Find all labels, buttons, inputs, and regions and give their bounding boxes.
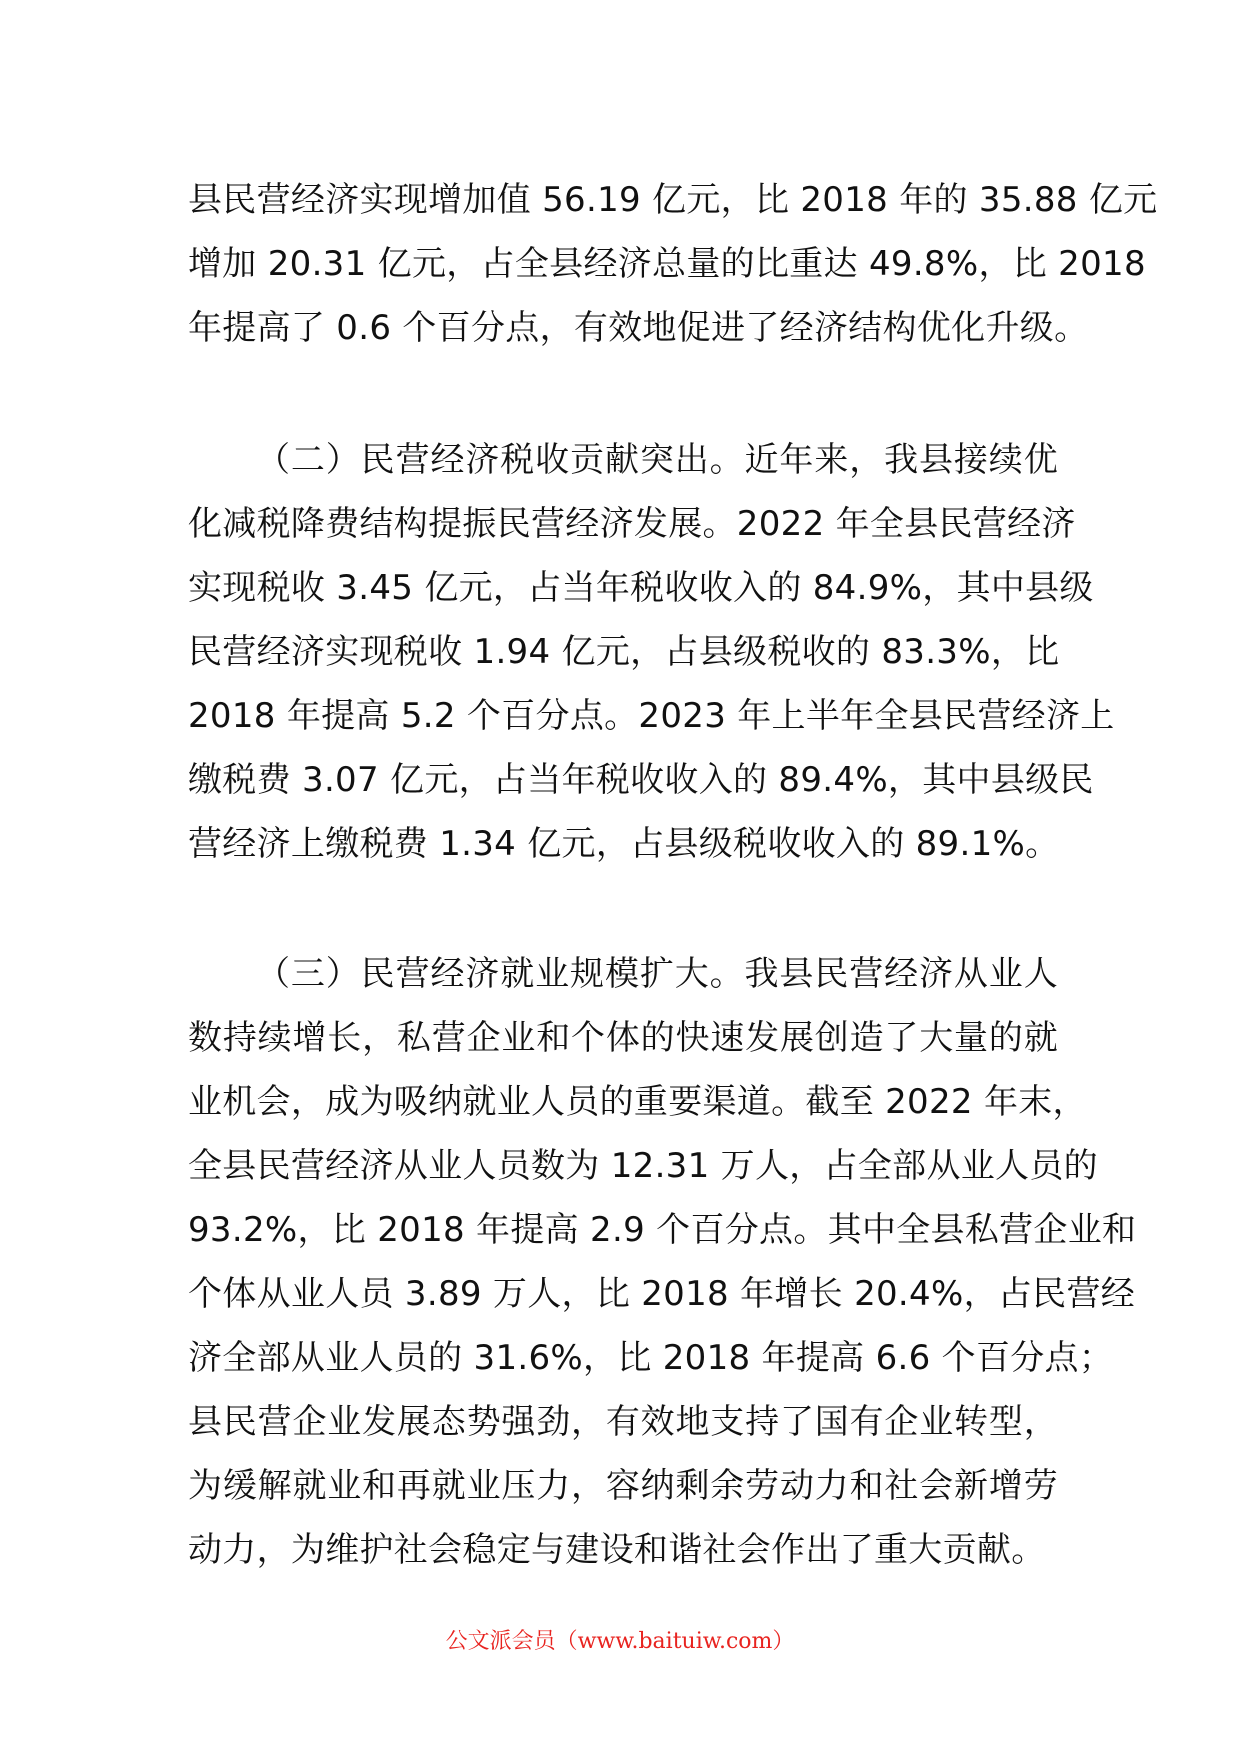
section-heading-line: （二）民营经济税收贡献突出。近年来，我县接续优 (256, 440, 1058, 480)
text-line: 年提高了 0.6 个百分点，有效地促进了经济结构优化升级。 (188, 308, 1089, 348)
paragraph-3-employment (188, 942, 1137, 1582)
section-heading-line: （三）民营经济就业规模扩大。我县民营经济从业人 (256, 954, 1058, 994)
text-line: 动力，为维护社会稳定与建设和谐社会作出了重大贡献。 (188, 1530, 1046, 1570)
text-line: 业机会，成为吸纳就业人员的重要渠道。截至 2022 年末， (188, 1082, 1087, 1122)
text-line: 济全部从业人员的 31.6%，比 2018 年提高 6.6 个百分点； (188, 1338, 1114, 1378)
text-line: 全县民营经济从业人员数为 12.31 万人，占全部从业人员的 (188, 1146, 1098, 1186)
paragraph-1 (188, 168, 1158, 360)
text-line: 93.2%，比 2018 年提高 2.9 个百分点。其中全县私营企业和 (188, 1210, 1137, 1250)
text-line: 增加 20.31 亿元，占全县经济总量的比重达 49.8%，比 2018 (188, 244, 1146, 284)
text-line: 营经济上缴税费 1.34 亿元，占县级税收收入的 89.1%。 (188, 824, 1060, 864)
text-line: 化减税降费结构提振民营经济发展。2022 年全县民营经济 (188, 504, 1076, 544)
paragraph-2-tax-contribution (188, 428, 1115, 876)
text-line: 县民营企业发展态势强劲，有效地支持了国有企业转型， (188, 1402, 1058, 1442)
text-line: 缴税费 3.07 亿元，占当年税收收入的 89.4%，其中县级民 (188, 760, 1094, 800)
text-line: 民营经济实现税收 1.94 亿元，占县级税收的 83.3%，比 (188, 632, 1060, 672)
text-line: 为缓解就业和再就业压力，容纳剩余劳动力和社会新增劳 (188, 1466, 1058, 1506)
footer-watermark-link[interactable]: 公文派会员（www.baituiw.com） (445, 1629, 795, 1654)
text-line: 个体从业人员 3.89 万人，比 2018 年增长 20.4%，占民营经 (188, 1274, 1136, 1314)
text-line: 县民营经济实现增加值 56.19 亿元，比 2018 年的 35.88 亿元 (188, 180, 1158, 220)
text-line: 数持续增长，私营企业和个体的快速发展创造了大量的就 (188, 1018, 1058, 1058)
text-line: 实现税收 3.45 亿元，占当年税收收入的 84.9%，其中县级 (188, 568, 1094, 608)
text-line: 2018 年提高 5.2 个百分点。2023 年上半年全县民营经济上 (188, 696, 1115, 736)
